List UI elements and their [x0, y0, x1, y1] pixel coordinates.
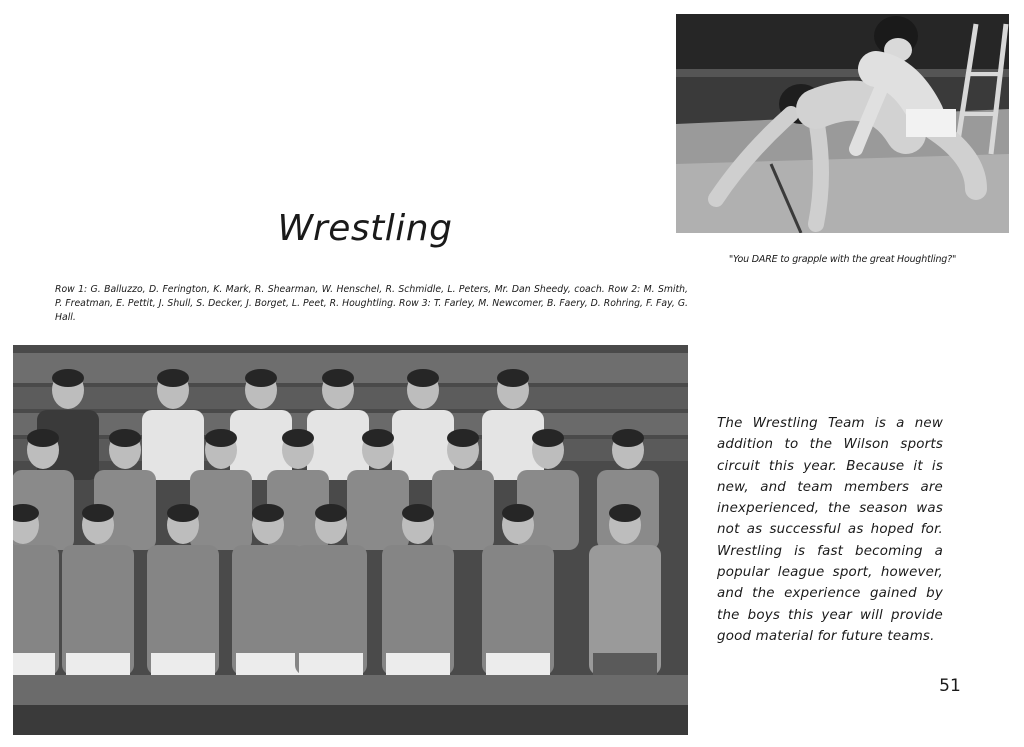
photo-caption: "You DARE to grapple with the great Houghtling?": [728, 254, 957, 265]
page-number: 51: [939, 676, 961, 696]
team-photo: [13, 345, 688, 735]
wrestling-action-photo: [676, 14, 1009, 233]
article-text: The Wrestling Team is a new addition to the Wilson sports circuit this year. Because it is new, and team members are inexperienced, the season was not as successful as hoped for. Wrestling is fast becoming a popular league sport, however, and the experience gained by the boys this year will provide good material for future teams.: [717, 416, 943, 644]
wrestling-action-photo-image: [676, 14, 1009, 233]
team-photo-image: [13, 345, 688, 735]
page-title: Wrestling: [277, 208, 453, 249]
roster-caption: Row 1: G. Balluzzo, D. Ferington, K. Mark, R. Shearman, W. Henschel, R. Schmidle, L. Peters, Mr. Dan Sheedy, coach. Row 2: M. Smith, P. Freatman, E. Pettit, J. Shull, S. Decker, J. Borget, L. Peet, R. Houghtling. Row 3: T. Farley, M. Newcomer, B. Faery, D. Rohring, F. Fay, G. Hall.: [55, 284, 688, 323]
